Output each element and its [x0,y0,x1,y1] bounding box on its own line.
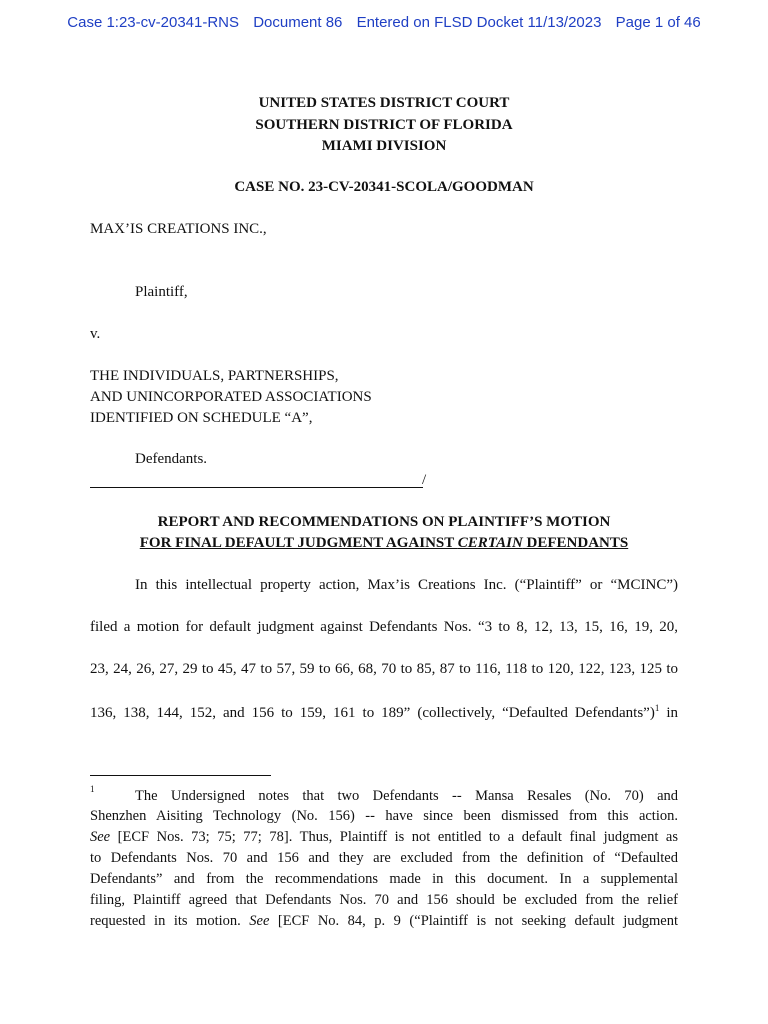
title-line2 [90,535,678,552]
plaintiff-name: MAX’IS CREATIONS INC., [90,221,267,237]
footnote-rule [90,775,271,776]
footnote-line7-start: requested in its motion. [90,913,250,929]
caption-rule [90,487,423,488]
header-entered-date: Entered on FLSD Docket 11/13/2023 [356,14,602,31]
defendant-line1: THE INDIVIDUALS, PARTNERSHIPS, [90,368,339,384]
title-line2-end: DEFENDANTS [522,535,629,551]
defendant-line3: IDENTIFIED ON SCHEDULE “A”, [90,410,313,426]
title-line1: REPORT AND RECOMMENDATIONS ON PLAINTIFF’S MOTION [157,514,611,530]
defendant-label: Defendants. [135,451,208,467]
header-page-count: Page 1 of 46 [615,14,701,31]
footnote-marker: 1 [90,784,95,794]
body-line4-end: in [659,705,678,721]
body-line2: filed a motion for default judgment against Defendants Nos. “3 to 8, 12, 13, 15, 16, 19, 20, [90,619,678,635]
header-case-number: Case 1:23-cv-20341-RNS [67,14,240,31]
court-name-line1: UNITED STATES DISTRICT COURT [258,95,510,111]
header-document-number: Document 86 [253,14,343,31]
footnote-see-2: See [249,913,270,929]
footnote-line3-text: [ECF Nos. 73; 75; 77; 78]. Thus, Plaintiff is not entitled to a default final judgment as [110,829,678,845]
title-line2-emphasis: CERTAIN [457,535,523,551]
caption-slash: / [422,472,427,488]
footnote-see: See [90,829,111,845]
footnote-line7-end: [ECF No. 84, p. 9 (“Plaintiff is not seeking default judgment [269,913,678,929]
title-line2-start: FOR FINAL DEFAULT JUDGMENT AGAINST [139,535,458,551]
defendant-line2: AND UNINCORPORATED ASSOCIATIONS [90,389,372,405]
footnote-line6: filing, Plaintiff agreed that Defendants Nos. 70 and 156 should be excluded from the relief [90,892,678,908]
footnote-line2: Shenzhen Aisiting Technology (No. 156) -- have since been dismissed from this action. [90,808,678,824]
body-line1: In this intellectual property action, Max’is Creations Inc. (“Plaintiff” or “MCINC”) [135,577,678,593]
footnote-line7 [90,913,678,930]
footnote-line1: The Undersigned notes that two Defendants -- Mansa Resales (No. 70) and [135,788,678,804]
docket-header [0,14,768,31]
versus: v. [90,326,101,342]
footnote-line4: to Defendants Nos. 70 and 156 and they are excluded from the definition of “Defaulted [90,850,678,866]
court-division: MIAMI DIVISION [321,138,447,154]
case-number: CASE NO. 23-CV-20341-SCOLA/GOODMAN [234,179,534,195]
footnote-line5: Defendants” and from the recommendations made in this document. In a supplemental [90,871,678,887]
body-line4-text: 136, 138, 144, 152, and 156 to 159, 161 to 189” (collectively, “Defaulted Defendants”) [90,705,655,721]
plaintiff-label: Plaintiff, [135,284,188,300]
footnote-line3 [90,829,678,846]
footnote-reference[interactable]: 1 [654,703,660,713]
body-line3: 23, 24, 26, 27, 29 to 45, 47 to 57, 59 to 66, 68, 70 to 85, 87 to 116, 118 to 120, 122, 123, 125 to [90,661,678,677]
body-line4 [90,703,678,722]
court-name-line2: SOUTHERN DISTRICT OF FLORIDA [255,117,513,133]
